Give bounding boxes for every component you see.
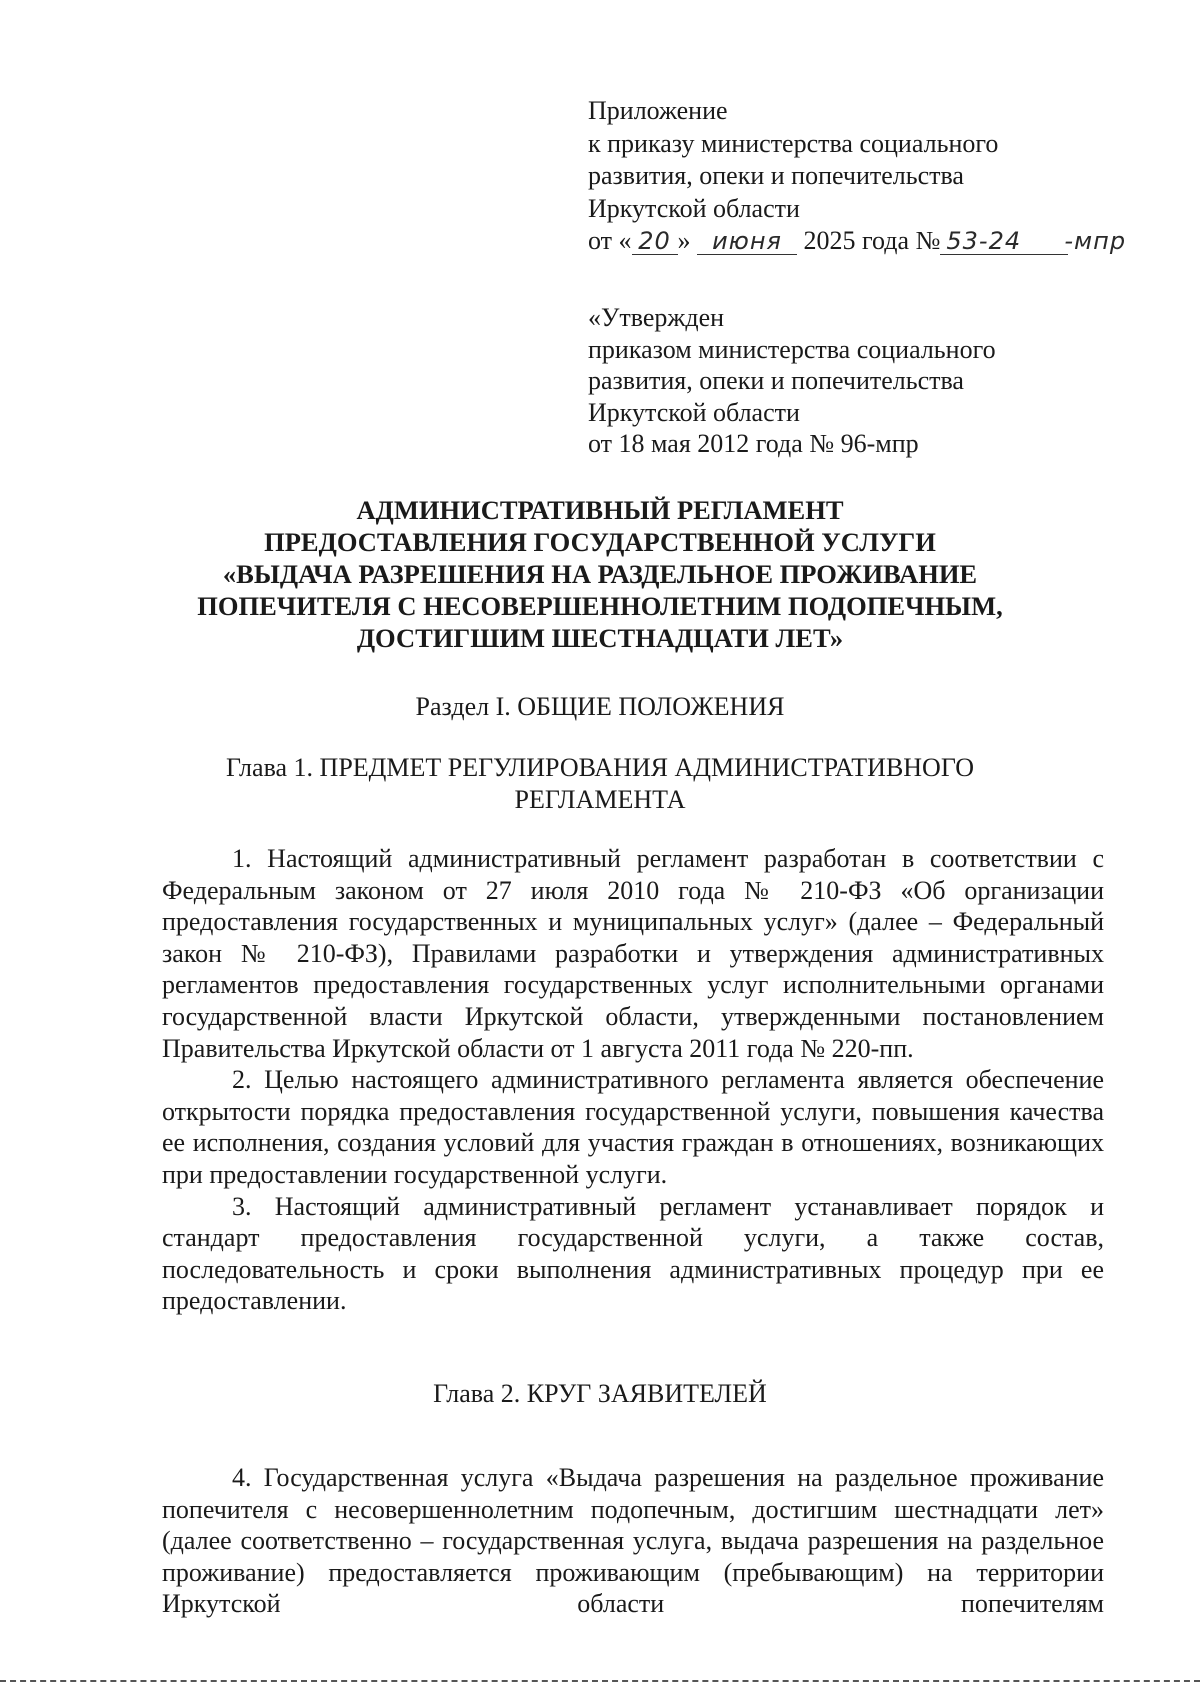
appendix-line: Иркутской области [588, 193, 800, 223]
appendix-date-line [588, 225, 1188, 258]
handwritten-day: 20 [632, 228, 678, 255]
handwritten-order-suffix: -мпр [1064, 227, 1127, 255]
approved-line: от 18 мая 2012 года № 96-мпр [588, 429, 919, 458]
title-line: ПОПЕЧИТЕЛЯ С НЕСОВЕРШЕННОЛЕТНИМ ПОДОПЕЧНЫМ, [197, 591, 1003, 621]
approved-line: развития, опеки и попечительства [588, 366, 964, 395]
paragraph-3: 3. Настоящий административный регламент устанавливает порядок и стандарт предоставления государственной услуги, а также состав, последовательность и сроки выполнения административных процедур при ее предоставлении. [162, 1191, 1104, 1316]
page-bottom-rule [0, 1680, 1200, 1682]
appendix-line: Приложение [588, 96, 728, 125]
date-year: 2025 года № [803, 226, 941, 255]
title-line: ПРЕДОСТАВЛЕНИЯ ГОСУДАРСТВЕННОЙ УСЛУГИ [264, 527, 936, 557]
approved-line: «Утвержден [588, 303, 725, 332]
appendix-line: развития, опеки и попечительства [588, 161, 964, 190]
paragraph-1: 1. Настоящий административный регламент разработан в соответствии с Федеральным законом от 27 июля 2010 года № 210-ФЗ «Об организации предоставления государственных и муниципальных услуг» (далее – Федеральный закон № 210-ФЗ), Правилами разработки и утверждения административных регламентов предоставления государственных услуг исполнительными органами государственной власти Иркутской области, утвержденными постановлением Правительства Иркутской области от 1 августа 2011 года № 220-пп. [162, 844, 1104, 1063]
appendix-line: к приказу министерства социального [588, 128, 999, 158]
title-line: АДМИНИСТРАТИВНЫЙ РЕГЛАМЕНТ [356, 495, 844, 525]
approved-line: Иркутской области [588, 397, 800, 427]
date-quote-close: » [677, 226, 691, 255]
chapter-1-body [162, 843, 1104, 1317]
appendix-block [588, 95, 1188, 258]
chapter-1-line: Глава 1. ПРЕДМЕТ РЕГУЛИРОВАНИЯ АДМИНИСТРАТИВНОГО [225, 753, 974, 782]
chapter-2-body [162, 1462, 1104, 1620]
paragraph-2: 2. Целью настоящего административного регламента является обеспечение открытости порядка предоставления государственной услуги, повышения качества ее исполнения, создания условий для участия граждан в отношениях, возникающих при предоставлении государственной услуги. [162, 1065, 1104, 1189]
title-line: «ВЫДАЧА РАЗРЕШЕНИЯ НА РАЗДЕЛЬНОЕ ПРОЖИВАНИЕ [222, 559, 978, 589]
chapter-1-heading [150, 752, 1050, 816]
section-heading: Раздел I. ОБЩИЕ ПОЛОЖЕНИЯ [415, 692, 785, 721]
chapter-1-line: РЕГЛАМЕНТА [514, 785, 686, 814]
chapter-2-heading: Глава 2. КРУГ ЗАЯВИТЕЛЕЙ [433, 1379, 767, 1408]
handwritten-month: июня [697, 228, 797, 255]
paragraph-4: 4. Государственная услуга «Выдача разрешения на раздельное проживание попечителя с несовершеннолетним подопечным, достигшим шестнадцати лет» (далее соответственно – государственная услуга, выдача разрешения на раздельное проживание) предоставляется проживающим (пребывающим) на территории Иркутской области попечителям [162, 1463, 1104, 1619]
approved-block [588, 302, 1188, 460]
title-line: ДОСТИГШИМ ШЕСТНАДЦАТИ ЛЕТ» [356, 623, 844, 653]
date-prefix: от « [588, 226, 632, 255]
document-title [150, 494, 1050, 654]
approved-line: приказом министерства социального [588, 334, 996, 364]
handwritten-order-number: 53-24 [940, 228, 1068, 255]
